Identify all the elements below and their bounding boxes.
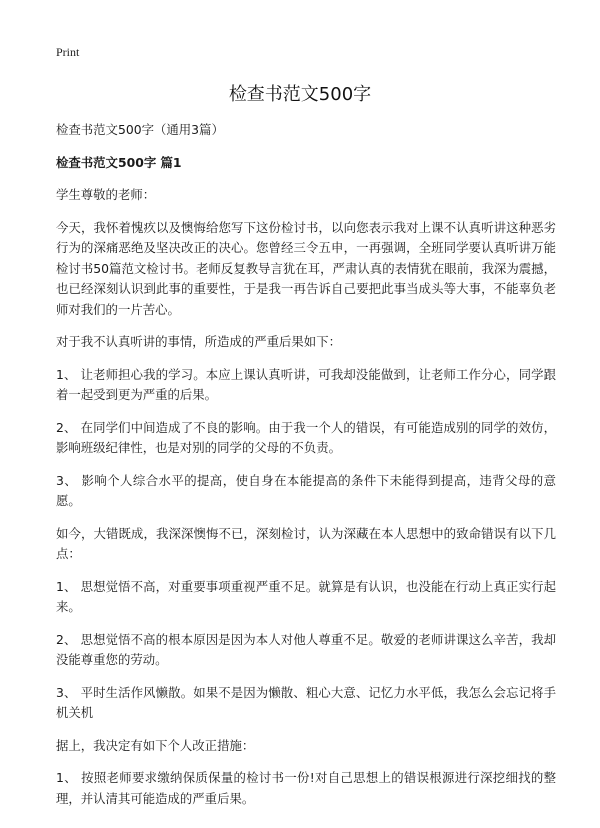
document-subtitle: 检查书范文500字（通用3篇） <box>56 122 224 137</box>
paragraph-consequence-1: 1、 让老师担心我的学习。本应上课认真听讲，可我却没能做到，让老师工作分心，同学跟着一起受到更为严重的后果。 <box>56 366 556 402</box>
paragraph-mistake-2: 2、 思想觉悟不高的根本原因是因为本人对他人尊重不足。敬爱的老师讲课这么辛苦，我却没能尊重您的劳动。 <box>56 631 556 667</box>
paragraph-mistakes-intro: 如今，大错既成，我深深懊悔不已，深刻检讨，认为深藏在本人思想中的致命错误有以下几点： <box>56 525 556 561</box>
paragraph-mistake-3: 3、 平时生活作风懒散。如果不是因为懒散、粗心大意、记忆力水平低，我怎么会忘记将手机关机 <box>56 684 556 720</box>
paragraph-mistake-1: 1、 思想觉悟不高，对重要事项重视严重不足。就算是有认识，也没能在行动上真正实行起来。 <box>56 578 556 614</box>
greeting: 学生尊敬的老师： <box>56 187 156 202</box>
paragraph-intro: 今天，我怀着愧疚以及懊悔给您写下这份检讨书，以向您表示我对上课不认真听讲这种恶劣行为的深痛恶绝及坚决改正的决心。您曾经三令五申，一再强调，全班同学要认真听讲万能检讨书50篇范文检讨书。老师反复教导言犹在耳，严肃认真的表情犹在眼前，我深为震撼，也已经深刻认识到此事的重要性，于是我一再告诉自己要把此事当成头等大事，不能辜负老师对我们的一片苦心。 <box>56 219 556 317</box>
paragraph-measure-1: 1、 按照老师要求缴纳保质保量的检讨书一份!对自己思想上的错误根源进行深挖细找的整理，并认清其可能造成的严重后果。 <box>56 770 556 806</box>
paragraph-consequence-2: 2、 在同学们中间造成了不良的影响。由于我一个人的错误，有可能造成别的同学的效仿，影响班级纪律性，也是对别的同学的父母的不负责。 <box>56 419 556 455</box>
paragraph-consequence-3: 3、 影响个人综合水平的提高，使自身在本能提高的条件下未能得到提高，违背父母的意愿。 <box>56 472 556 508</box>
print-label: Print <box>56 45 80 59</box>
paragraph-consequences-intro: 对于我不认真听讲的事情，所造成的严重后果如下： <box>56 334 341 349</box>
document-body <box>56 120 556 821</box>
paragraph-measures-intro: 据上，我决定有如下个人改正措施： <box>56 737 255 753</box>
document-title: 检查书范文500字 <box>228 84 372 105</box>
section-heading: 检查书范文500字 篇1 <box>56 154 182 170</box>
